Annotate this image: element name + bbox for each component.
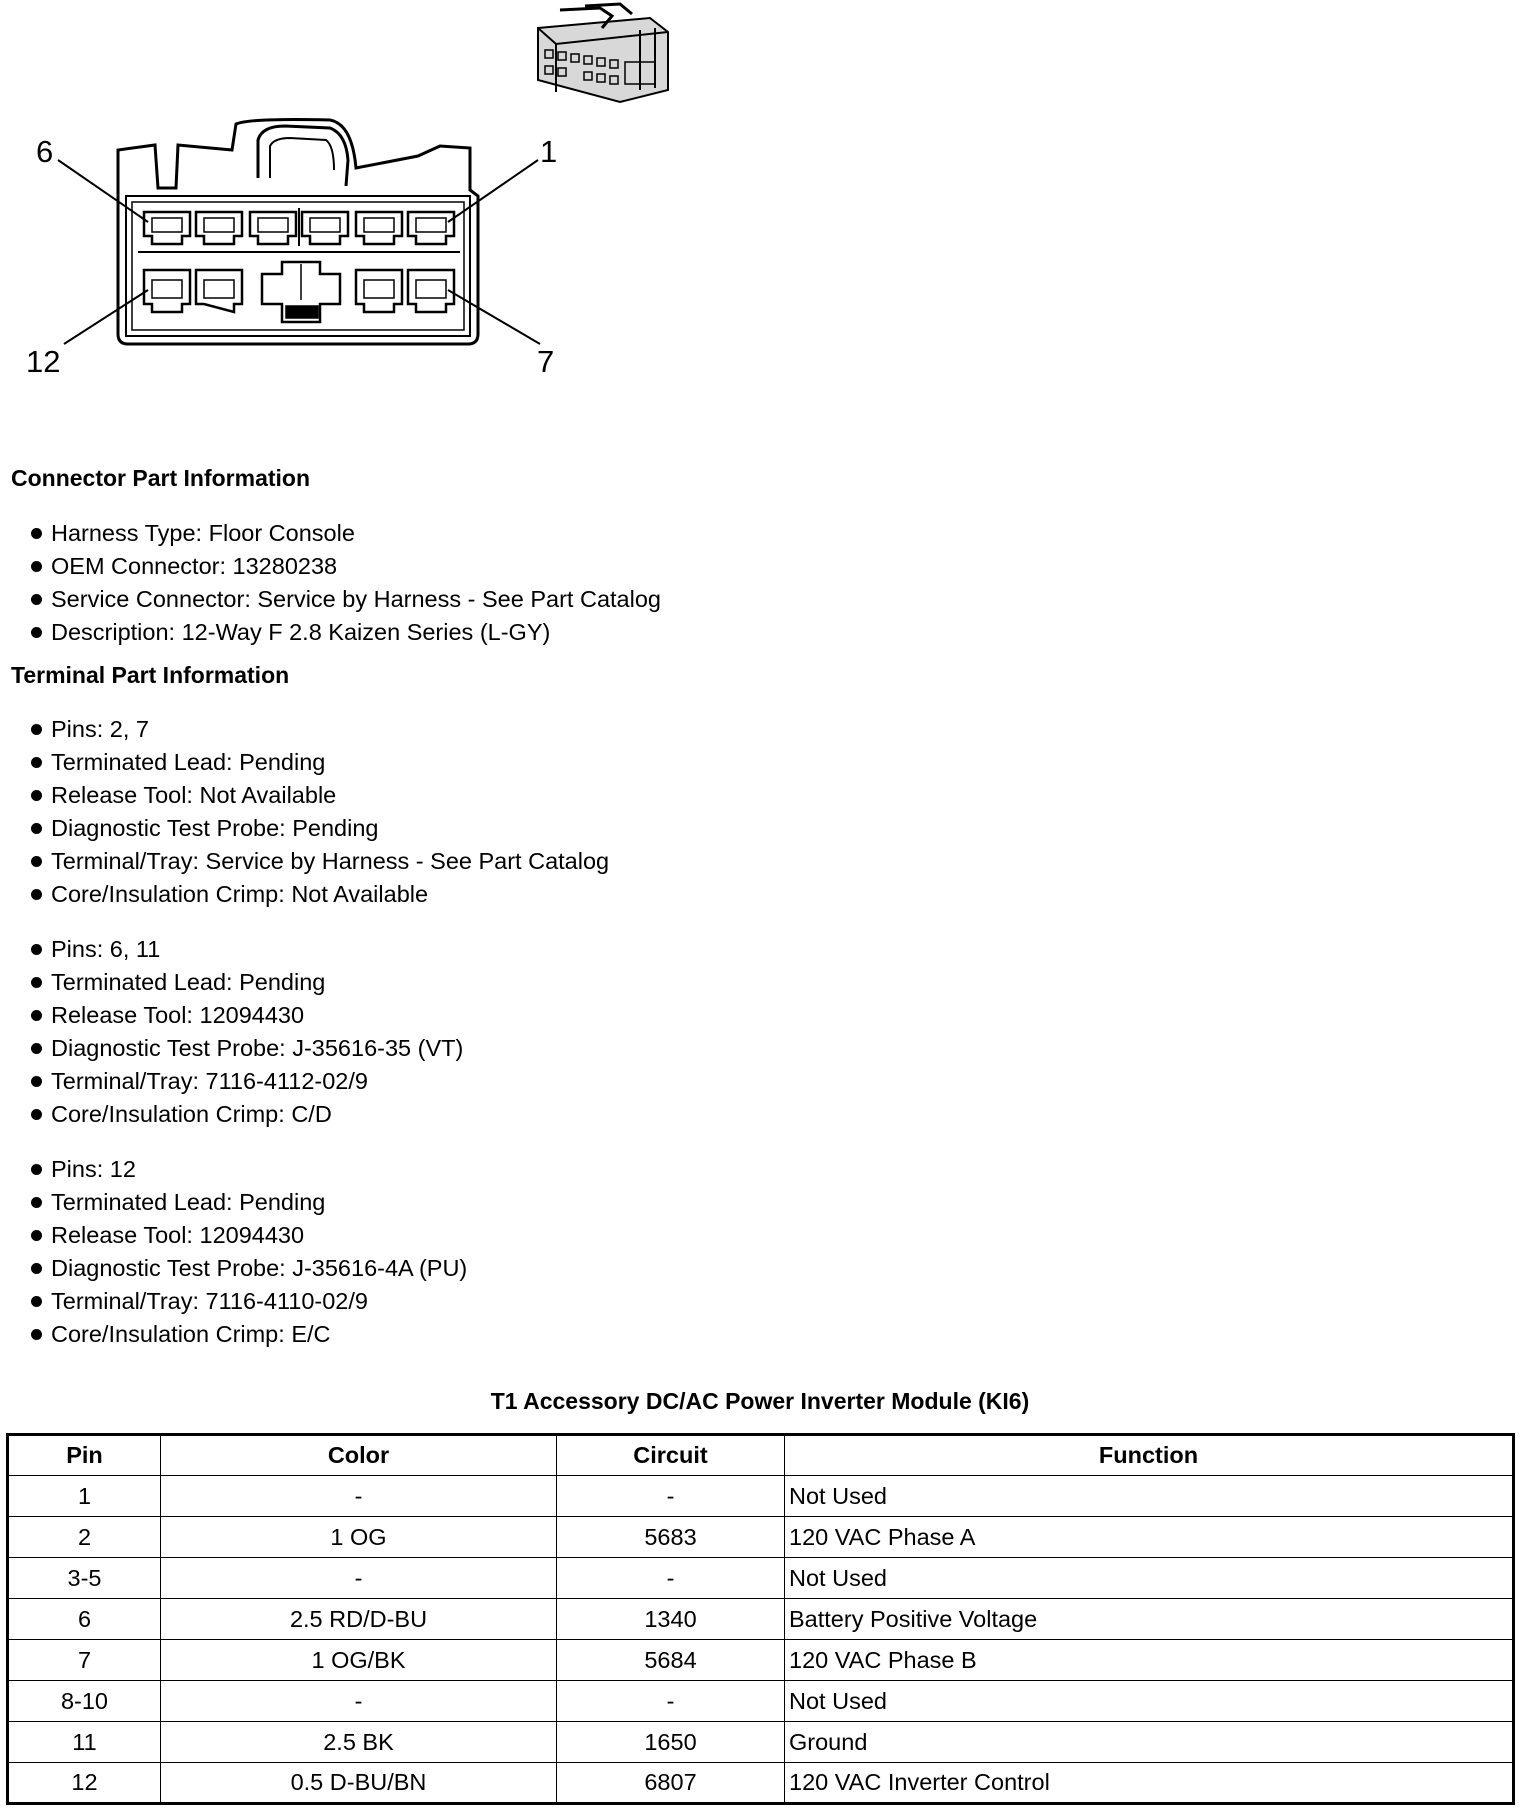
connector-thumbnail [538, 4, 668, 102]
col-header-function: Function [785, 1435, 1514, 1476]
list-item: Service Connector: Service by Harness - See Part Catalog [0, 583, 661, 616]
cell-circuit: 1650 [557, 1722, 785, 1763]
list-item: Terminal/Tray: Service by Harness - See Part Catalog [0, 845, 609, 878]
list-item: Terminated Lead: Pending [0, 966, 463, 999]
list-item: Terminated Lead: Pending [0, 746, 609, 779]
terminal-info-heading: Terminal Part Information [11, 662, 290, 688]
terminal-group-2 [0, 933, 463, 1131]
cell-color: 1 OG [161, 1517, 557, 1558]
col-header-color: Color [161, 1435, 557, 1476]
cell-pin: 8-10 [8, 1681, 161, 1722]
cell-circuit: 5684 [557, 1640, 785, 1681]
cell-circuit: 5683 [557, 1517, 785, 1558]
cell-function: Battery Positive Voltage [785, 1599, 1514, 1640]
connector-face [58, 120, 540, 345]
table-row [8, 1640, 1514, 1681]
cell-circuit: - [557, 1476, 785, 1517]
list-item: Diagnostic Test Probe: J-35616-4A (PU) [0, 1252, 467, 1285]
connector-info-heading: Connector Part Information [11, 465, 311, 491]
cell-circuit: - [557, 1681, 785, 1722]
table-row [8, 1558, 1514, 1599]
list-item: Release Tool: 12094430 [0, 999, 463, 1032]
cell-color: 0.5 D-BU/BN [161, 1763, 557, 1804]
cell-color: - [161, 1681, 557, 1722]
table-row [8, 1517, 1514, 1558]
col-header-pin: Pin [8, 1435, 161, 1476]
cell-circuit: 1340 [557, 1599, 785, 1640]
cell-pin: 2 [8, 1517, 161, 1558]
pin-label-1: 1 [540, 134, 558, 169]
cell-function: 120 VAC Phase A [785, 1517, 1514, 1558]
list-item: Diagnostic Test Probe: J-35616-35 (VT) [0, 1032, 463, 1065]
list-item: Core/Insulation Crimp: Not Available [0, 878, 609, 911]
list-item: Description: 12-Way F 2.8 Kaizen Series (L-GY) [0, 616, 661, 649]
connector-info-list [0, 517, 661, 649]
cell-pin: 7 [8, 1640, 161, 1681]
cell-color: 1 OG/BK [161, 1640, 557, 1681]
cell-function: 120 VAC Phase B [785, 1640, 1514, 1681]
cell-pin: 11 [8, 1722, 161, 1763]
table-row [8, 1763, 1514, 1804]
pin-label-7: 7 [537, 344, 555, 379]
table-header-row [8, 1435, 1514, 1476]
list-item: Pins: 2, 7 [0, 713, 609, 746]
cell-pin: 1 [8, 1476, 161, 1517]
table-row [8, 1681, 1514, 1722]
cell-color: 2.5 RD/D-BU [161, 1599, 557, 1640]
list-item: Diagnostic Test Probe: Pending [0, 812, 609, 845]
cell-function: Not Used [785, 1681, 1514, 1722]
list-item: Release Tool: Not Available [0, 779, 609, 812]
pin-table [6, 1433, 1515, 1805]
list-item: Harness Type: Floor Console [0, 517, 661, 550]
pin-label-12: 12 [26, 344, 61, 379]
terminal-group-3 [0, 1153, 467, 1351]
list-item: Pins: 6, 11 [0, 933, 463, 966]
cell-circuit: - [557, 1558, 785, 1599]
cell-color: 2.5 BK [161, 1722, 557, 1763]
list-item: Release Tool: 12094430 [0, 1219, 467, 1252]
pin-label-6: 6 [36, 134, 54, 169]
cell-function: Ground [785, 1722, 1514, 1763]
cell-function: 120 VAC Inverter Control [785, 1763, 1514, 1804]
cell-circuit: 6807 [557, 1763, 785, 1804]
table-row [8, 1476, 1514, 1517]
cell-function: Not Used [785, 1558, 1514, 1599]
cell-color: - [161, 1558, 557, 1599]
cell-color: - [161, 1476, 557, 1517]
list-item: Core/Insulation Crimp: C/D [0, 1098, 463, 1131]
list-item: OEM Connector: 13280238 [0, 550, 661, 583]
list-item: Core/Insulation Crimp: E/C [0, 1318, 467, 1351]
terminal-group-1 [0, 713, 609, 911]
cell-pin: 6 [8, 1599, 161, 1640]
cell-pin: 3-5 [8, 1558, 161, 1599]
list-item: Terminal/Tray: 7116-4112-02/9 [0, 1065, 463, 1098]
table-row [8, 1599, 1514, 1640]
list-item: Terminal/Tray: 7116-4110-02/9 [0, 1285, 467, 1318]
connector-diagram [0, 0, 1520, 420]
list-item: Terminated Lead: Pending [0, 1186, 467, 1219]
cell-function: Not Used [785, 1476, 1514, 1517]
col-header-circuit: Circuit [557, 1435, 785, 1476]
table-title: T1 Accessory DC/AC Power Inverter Module (KI6) [490, 1388, 1030, 1414]
table-row [8, 1722, 1514, 1763]
list-item: Pins: 12 [0, 1153, 467, 1186]
cell-pin: 12 [8, 1763, 161, 1804]
